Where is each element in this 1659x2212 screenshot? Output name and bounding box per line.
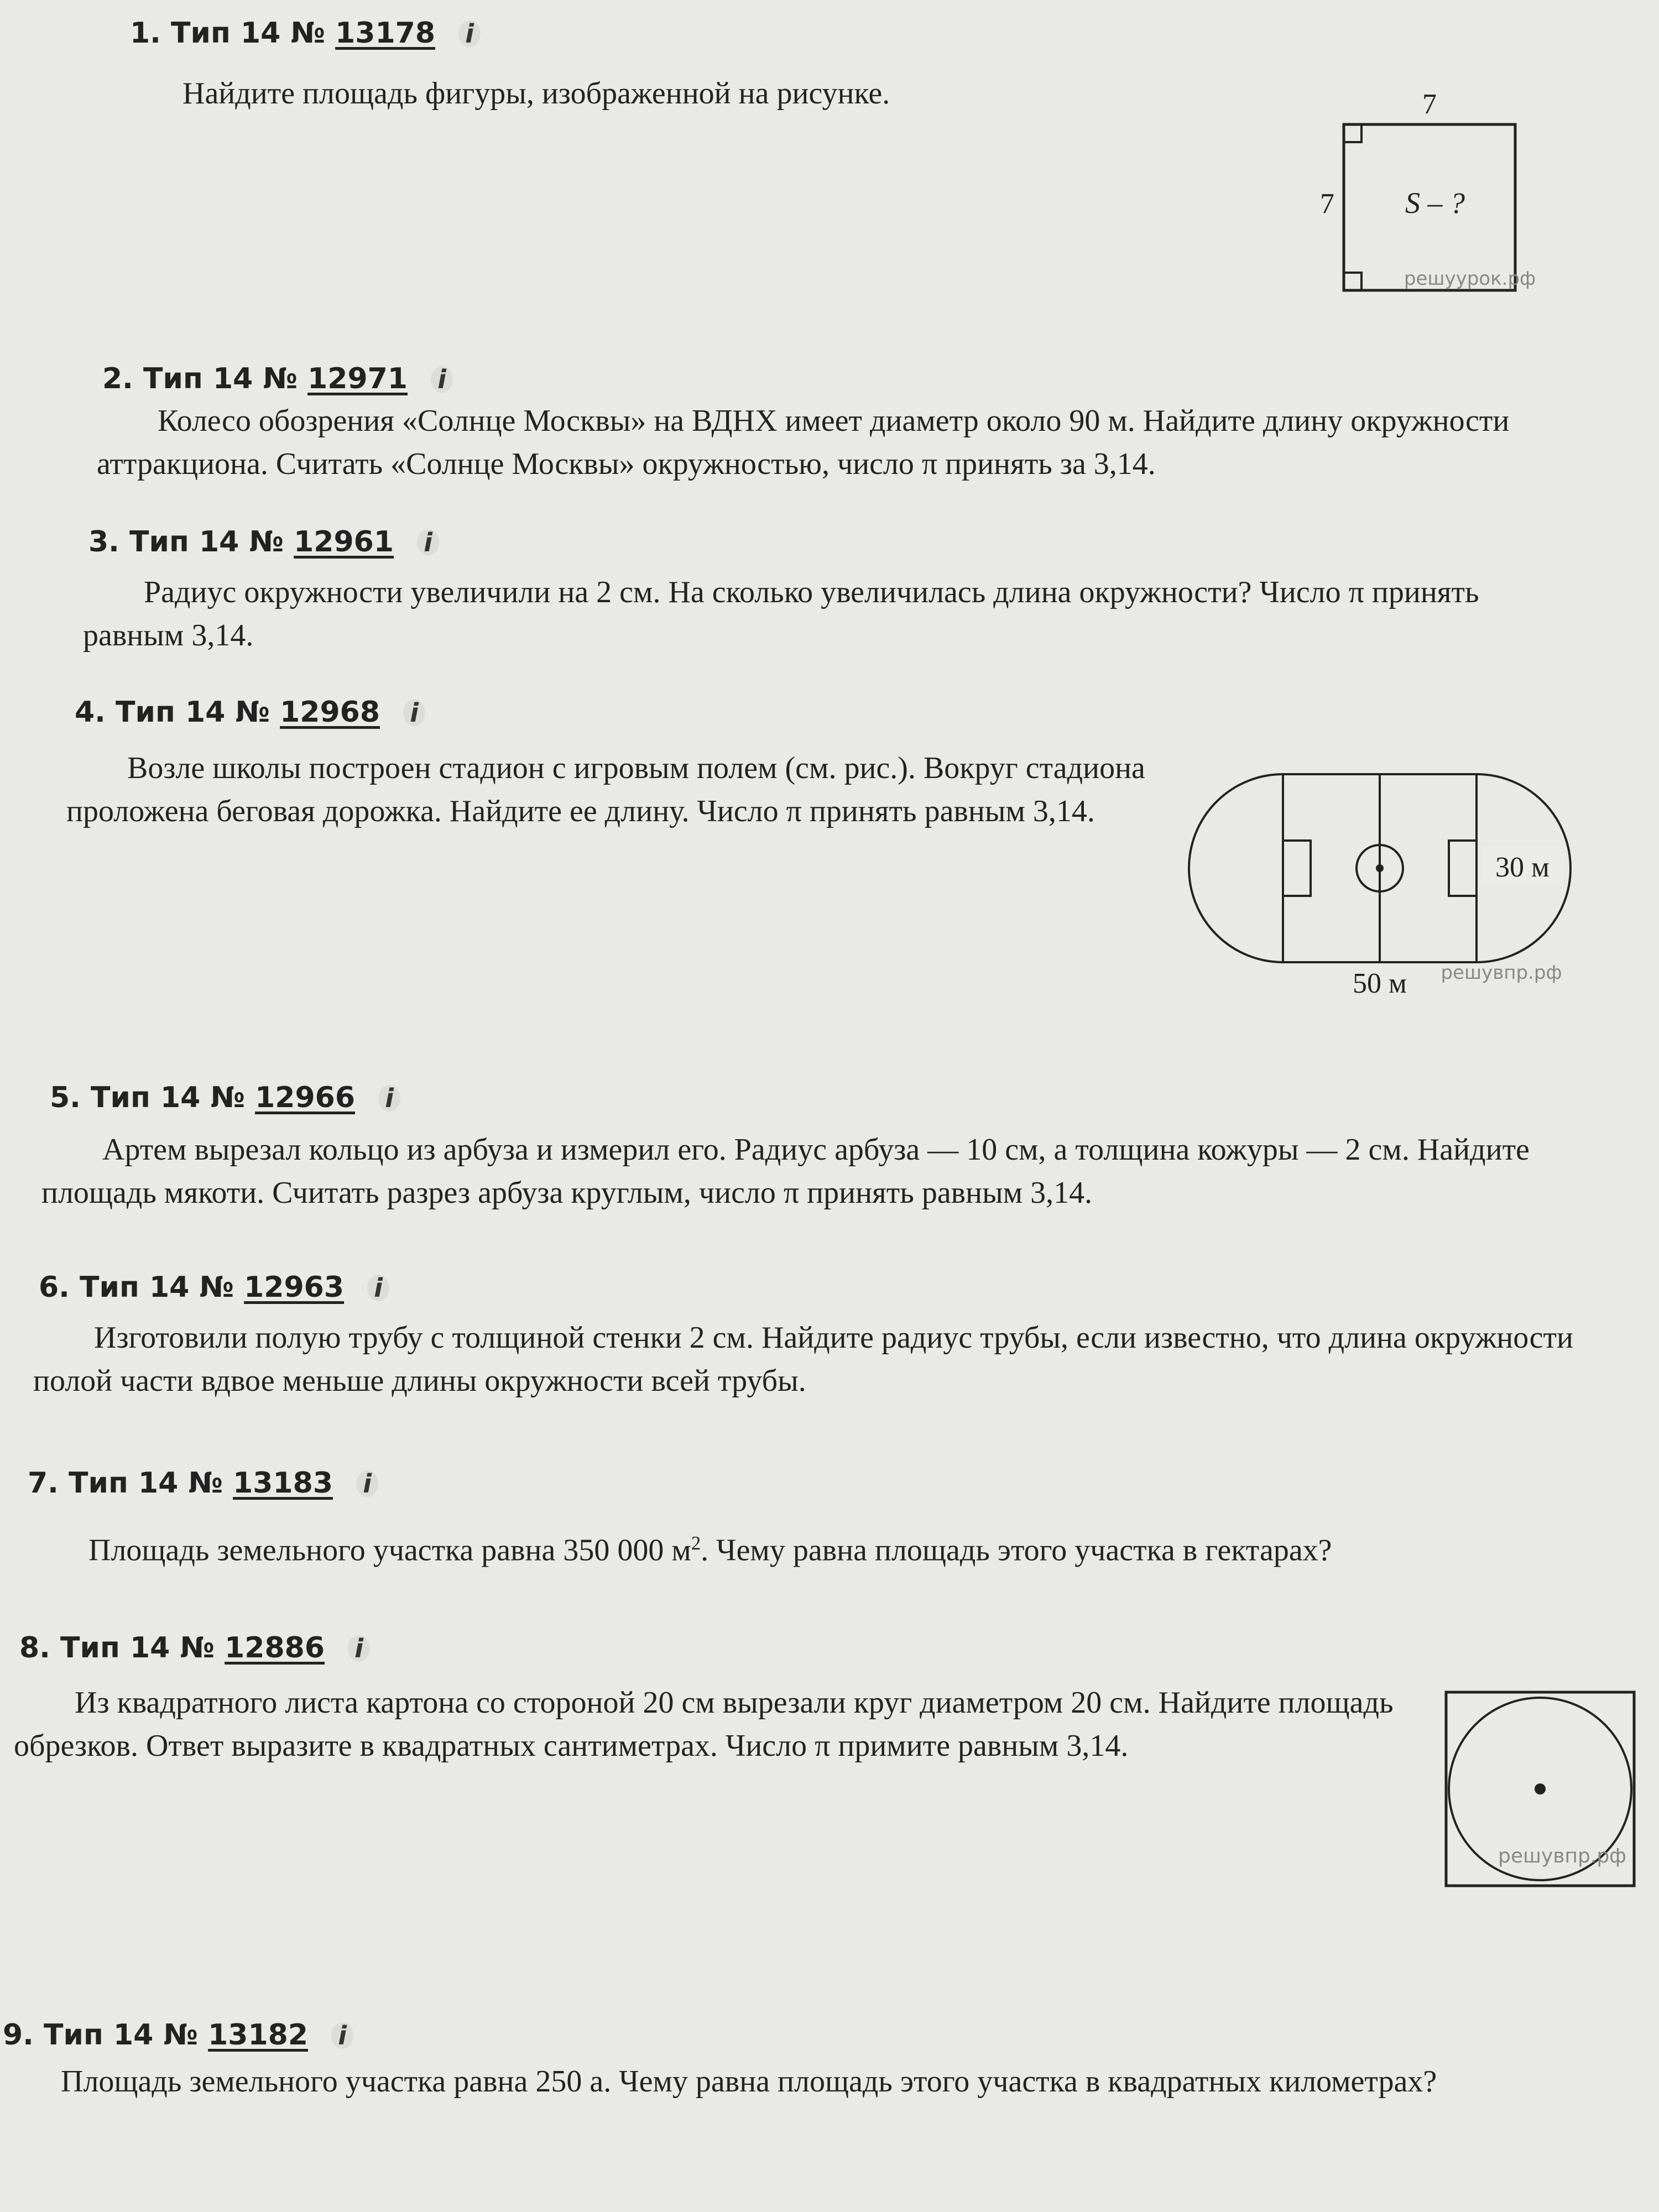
problem-text: Возле школы построен стадион с игровым полем (см. рис.). Вокруг стадиона проложена беговая дорожка. Найдите ее длину. Число π принять равным 3,14. — [66, 751, 1145, 828]
problem-id-link[interactable]: 13178 — [335, 17, 436, 50]
side-label-left: 7 — [1320, 188, 1334, 220]
info-icon[interactable]: i — [458, 20, 481, 47]
problem-number: 5. — [50, 1081, 81, 1114]
problem-8-header — [19, 1631, 370, 1665]
stadium-figure — [1178, 763, 1587, 1006]
field-width-label: 30 м — [1495, 852, 1550, 883]
problem-3-text — [83, 571, 1587, 657]
superscript: 2 — [691, 1532, 701, 1554]
problem-type: Тип 14 № — [80, 1271, 234, 1304]
problem-number: 8. — [19, 1631, 50, 1665]
problem-2-header — [102, 362, 453, 395]
problem-number: 7. — [28, 1467, 59, 1500]
problem-9-header — [3, 2018, 353, 2052]
problem-type: Тип 14 № — [60, 1631, 215, 1665]
right-angle-mark — [1344, 273, 1361, 290]
problem-1-header — [130, 17, 481, 50]
problem-1-text — [122, 72, 1117, 115]
goal-area-left — [1283, 841, 1311, 896]
problem-7-text — [28, 1522, 1620, 1572]
problem-text: Артем вырезал кольцо из арбуза и измерил его. Радиус арбуза — 10 см, а толщина кожуры — 2 см. Найдите площадь мякоти. Считать разрез арбуза круглым, число π принять равным 3,14. — [41, 1133, 1530, 1210]
problem-id-link[interactable]: 13183 — [233, 1467, 333, 1500]
field-length-label: 50 м — [1353, 968, 1407, 999]
problem-number: 2. — [102, 362, 133, 395]
problem-id-link[interactable]: 12966 — [255, 1081, 356, 1114]
problem-text: Площадь земельного участка равна 250 а. Чему равна площадь этого участка в квадратных километрах? — [61, 2064, 1437, 2099]
side-label-top: 7 — [1422, 88, 1437, 120]
info-icon[interactable]: i — [356, 1470, 378, 1497]
problem-id-link[interactable]: 12971 — [307, 362, 408, 395]
problem-type: Тип 14 № — [116, 696, 270, 729]
problem-type: Тип 14 № — [129, 525, 284, 559]
problem-7-header — [28, 1467, 378, 1500]
problem-number: 9. — [3, 2018, 34, 2052]
problem-text: Найдите площадь фигуры, изображенной на рисунке. — [182, 76, 890, 111]
problem-number: 6. — [39, 1271, 70, 1304]
info-icon[interactable]: i — [367, 1275, 389, 1301]
problem-5-header — [50, 1081, 400, 1114]
area-label: S – ? — [1405, 186, 1465, 220]
problem-text: Из квадратного листа картона со стороной 20 см вырезали круг диаметром 20 см. Найдите площадь обрезков. Ответ выразите в квадратных сантиметрах. Число π примите равным 3,14. — [14, 1686, 1394, 1763]
watermark: решувпр.рф — [1498, 1845, 1626, 1867]
problem-text: Радиус окружности увеличили на 2 см. На сколько увеличилась длина окружности? Число π принять равным 3,14. — [83, 575, 1479, 653]
problem-4-header — [75, 696, 425, 729]
problem-id-link[interactable]: 12961 — [294, 525, 394, 559]
square-figure — [1294, 88, 1537, 299]
problem-id-link[interactable]: 13182 — [208, 2018, 309, 2052]
problem-text: Колесо обозрения «Солнце Москвы» на ВДНХ имеет диаметр около 90 м. Найдите длину окружности аттракциона. Считать «Солнце Москвы» окружностью, число π принять за 3,14. — [97, 404, 1510, 481]
problem-8-text — [14, 1681, 1430, 1767]
info-icon[interactable]: i — [431, 366, 453, 393]
problem-number: 4. — [75, 696, 106, 729]
problem-number: 1. — [130, 17, 161, 50]
problem-text: Площадь земельного участка равна 350 000 $м^2$. Чему равна площадь этого участка в гектарах? — [88, 1532, 1332, 1568]
problem-type: Тип 14 № — [143, 362, 298, 395]
problem-type: Тип 14 № — [69, 1467, 223, 1500]
problem-text: Изготовили полую трубу с толщиной стенки 2 см. Найдите радиус трубы, если известно, что длина окружности полой части вдвое меньше длины окружности всей трубы. — [33, 1321, 1573, 1398]
circle-center — [1535, 1783, 1546, 1794]
problem-number: 3. — [88, 525, 119, 559]
info-icon[interactable]: i — [348, 1635, 370, 1662]
problem-2-text — [97, 399, 1568, 486]
circle-in-square-figure — [1441, 1687, 1640, 1891]
info-icon[interactable]: i — [331, 2022, 353, 2049]
goal-area-right — [1449, 841, 1477, 896]
watermark: решувпр.рф — [1441, 962, 1562, 984]
problem-6-header — [39, 1271, 389, 1304]
problem-type: Тип 14 № — [171, 17, 326, 50]
problem-type: Тип 14 № — [91, 1081, 246, 1114]
center-spot — [1376, 864, 1384, 872]
problem-6-text — [33, 1316, 1626, 1402]
problem-type: Тип 14 № — [44, 2018, 199, 2052]
watermark: решуурок.рф — [1404, 268, 1536, 290]
right-angle-mark — [1344, 124, 1361, 142]
problem-id-link[interactable]: 12886 — [225, 1631, 325, 1665]
problem-id-link[interactable]: 12963 — [244, 1271, 345, 1304]
info-icon[interactable]: i — [403, 700, 425, 726]
problem-9-text — [0, 2060, 1637, 2103]
problem-id-link[interactable]: 12968 — [280, 696, 380, 729]
problem-5-text — [41, 1128, 1618, 1214]
info-icon[interactable]: i — [417, 529, 439, 556]
problem-4-text — [66, 747, 1161, 833]
problem-3-header — [88, 525, 439, 559]
info-icon[interactable]: i — [378, 1085, 400, 1112]
